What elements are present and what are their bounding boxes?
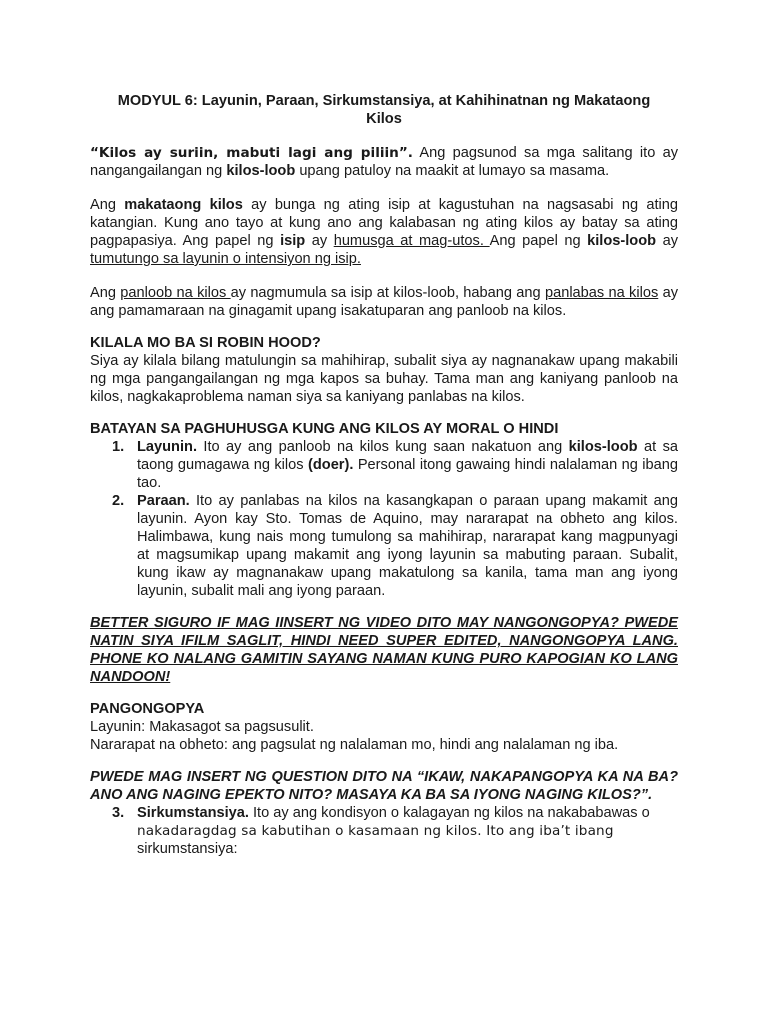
list-item-layunin: [90, 438, 678, 492]
list-number: 3.: [112, 805, 125, 821]
module-title-line-1: MODYUL 6: Layunin, Paraan, Sirkumstansiya, at Kahihinatnan ng Makataong: [117, 93, 651, 109]
layunin-text-1: Ito ay ang panloob na kilos kung saan nakatuon ang: [197, 439, 569, 455]
layunin-text-3: Personal itong gawaing hindi nalalaman ng ibang tao.: [137, 457, 679, 491]
p2-text-4: Ang papel ng: [489, 233, 588, 249]
p2-text-1: Ang: [90, 197, 125, 213]
intro-text-1: Ang pagsunod sa mga salitang ito ay nangangailangan ng: [90, 145, 679, 179]
paraan-text: Ito ay panlabas na kilos na kasangkapan o paraan upang makamit ang layunin. Ayon kay Sto. Tomas de Aquino, may nararapat na obheto ang kilos. Halimbawa, kung nais mong tumulong sa mahihirap, nararapat kang magpunyagi at magsumikap upang makamit ang iyong layunin sa mabuting paraan. Subalit, kung ikaw ay magnanakaw upang makatulong sa kanila, tama man ang iyong layunin, subalit mali ang iyong paraan.: [137, 493, 678, 599]
p3-text-3: ay ang pamamaraan na ginagamit upang isakatuparan ang panloob na kilos.: [90, 285, 678, 319]
robin-hood-body: Siya ay kilala bilang matulungin sa mahihirap, subalit siya ay nagnanakaw upang makabili ng mga pangangailangan ng mga kapos sa buhay. Tama man ang kaniyang panloob na kilos, nagkakaproblema naman siya sa kaniyang panlabas na kilos.: [90, 353, 678, 405]
p3-text-2: ay nagmumula sa isip at kilos-loob, habang ang: [230, 285, 545, 301]
sirkumstansiya-text-1: Ito ay ang kondisyon o kalagayan ng kilos na nakababawas o: [248, 805, 650, 821]
p3-text-1: Ang: [90, 285, 121, 301]
pangongopya-heading: PANGONGOPYA: [90, 701, 205, 717]
makataong-kilos-paragraph: [90, 196, 678, 268]
robin-hood-heading: KILALA MO BA SI ROBIN HOOD?: [90, 335, 321, 351]
p3-panlabas: panlabas na kilos: [544, 285, 659, 301]
sirkumstansiya-term: Sirkumstansiya.: [137, 805, 249, 821]
batayan-heading: BATAYAN SA PAGHUHUSGA KUNG ANG KILOS AY MORAL O HINDI: [90, 421, 559, 437]
intro-paragraph: [90, 144, 678, 180]
p2-kilos-loob: kilos-loob: [587, 233, 657, 249]
p2-text-3: ay: [305, 233, 334, 249]
list-number: 1.: [112, 439, 125, 455]
module-title: [90, 92, 678, 128]
intro-quote: “Kilos ay suriin, mabuti lagi ang piliin”.: [90, 145, 413, 161]
layunin-doer: (doer).: [308, 457, 354, 473]
question-insert-note: PWEDE MAG INSERT NG QUESTION DITO NA “IKAW, NAKAPANGOPYA KA NA BA? ANO ANG NAGING EPEKTO NITO? MASAYA KA BA SA IYONG NAGING KILOS?”.: [90, 769, 678, 803]
layunin-term: Layunin.: [137, 439, 197, 455]
p2-text-5: ay: [656, 233, 678, 249]
paraan-term: Paraan.: [137, 493, 190, 509]
intro-text-2: upang patuloy na maakit at lumayo sa masama.: [295, 163, 610, 179]
pangongopya-obheto: Nararapat na obheto: ang pagsulat ng nalalaman mo, hindi ang nalalaman ng iba.: [90, 737, 619, 753]
p2-isip: isip: [280, 233, 306, 249]
sirkumstansiya-list: [90, 804, 678, 858]
video-insert-note: BETTER SIGURO IF MAG IINSERT NG VIDEO DITO MAY NANGONGOPYA? PWEDE NATIN SIYA IFILM SAGLIT, HINDI NEED SUPER EDITED, NANGONGOPYA LANG. PHONE KO NALANG GAMITIN SAYANG NAMAN KUNG PURO KAPOGIAN KO LANG NANDOON!: [90, 615, 678, 685]
p2-makataong-kilos: makataong kilos: [124, 197, 243, 213]
batayan-list: [90, 438, 678, 600]
p2-tumutungo: tumutungo sa layunin o intensiyon ng isip.: [90, 251, 361, 267]
layunin-kilos-loob: kilos-loob: [568, 439, 638, 455]
list-item-paraan: [90, 492, 678, 600]
p2-humusga: humusga at mag-utos.: [333, 233, 490, 249]
document-body: [90, 92, 678, 858]
panloob-panlabas-paragraph: [90, 284, 678, 320]
sirkumstansiya-text-3: sirkumstansiya:: [137, 841, 238, 857]
pangongopya-layunin: Layunin: Makasagot sa pagsusulit.: [90, 719, 314, 735]
p2-text-2: ay bunga ng ating isip at kagustuhan na nagsasabi ng ating katangian. Kung ano tayo at kung ano ang kalabasan ng ating kilos ay batay sa ating pagpapasiya. Ang papel ng: [90, 197, 678, 249]
list-number: 2.: [112, 493, 125, 509]
sirkumstansiya-text-2: nakadaragdag sa kabutihan o kasamaan ng kilos. Ito ang iba’t ibang: [137, 823, 614, 839]
module-title-line-2: Kilos: [366, 111, 402, 127]
list-item-sirkumstansiya: [90, 804, 678, 858]
p3-panloob: panloob na kilos: [120, 285, 231, 301]
layunin-text-2: at sa taong gumagawa ng kilos: [137, 439, 678, 473]
intro-kilos-loob: kilos-loob: [226, 163, 296, 179]
